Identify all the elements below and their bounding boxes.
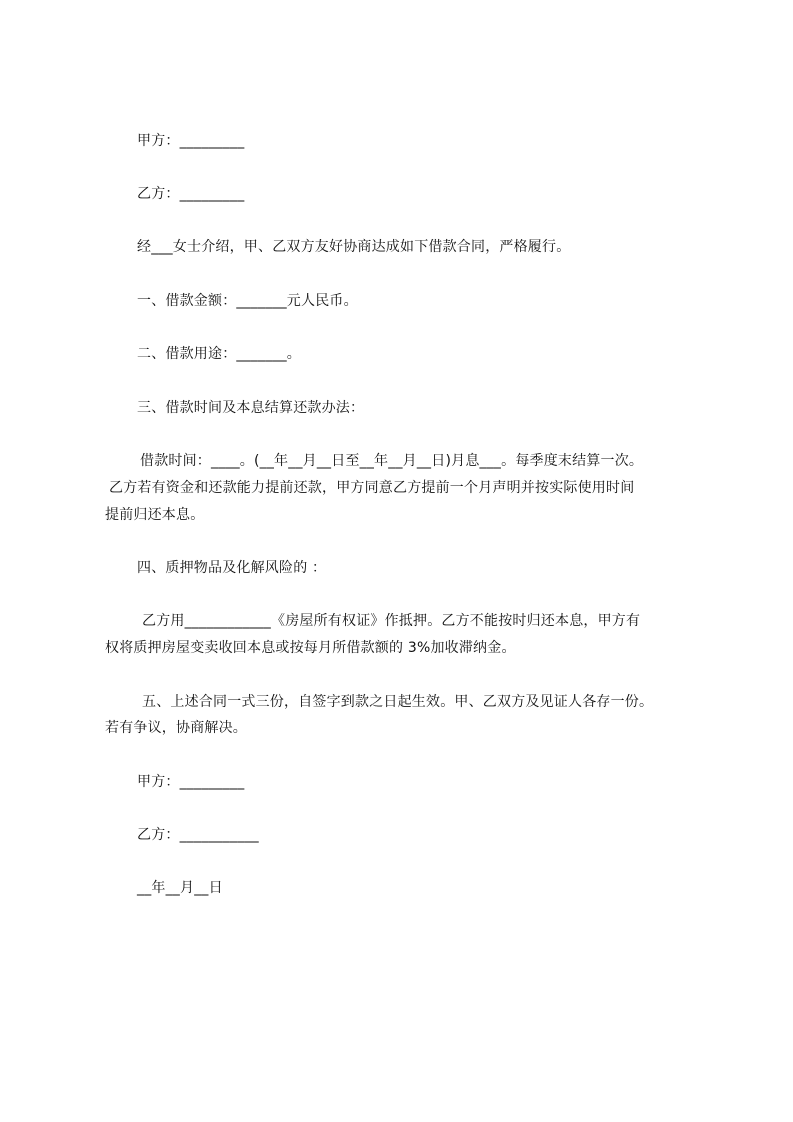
clause-collateral-line-2: 权将质押房屋变卖收回本息或按每月所借款额的 3%加收滞纳金。 [105, 640, 516, 656]
clause-collateral-line-1: 乙方用____________《房屋所有权证》作抵押。乙方不能按时归还本息，甲方有 [142, 613, 641, 629]
clause-collateral-title: 四、质押物品及化解风险的 ： [137, 560, 327, 576]
footer-party-b: 乙方：___________ [137, 827, 259, 843]
clause-settlement-line-3: 提前归还本息。 [105, 507, 205, 523]
clause-settlement-title: 三、借款时间及本息结算还款办法： [137, 400, 365, 416]
clause-effect-line-2: 若有争议，协商解决。 [105, 720, 247, 736]
clause-settlement-line-1: 借款时间：____。(__年__月__日至__年__月__日)月息___。每季度末结算一次。 [140, 453, 644, 469]
intro-paragraph: 经___女士介绍，甲、乙双方友好协商达成如下借款合同，严格履行。 [137, 239, 571, 255]
header-party-b: 乙方：_________ [137, 186, 245, 202]
clause-effect-line-1: 五、上述合同一式三份，自签字到款之日起生效。甲、乙双方及见证人各存一份。 [142, 694, 654, 710]
footer-date: __年__月__日 [137, 880, 223, 896]
clause-settlement-line-2: 乙方若有资金和还款能力提前还款，甲方同意乙方提前一个月声明并按实际使用时间 [109, 480, 635, 496]
clause-usage: 二、借款用途：_______。 [137, 346, 301, 362]
header-party-a: 甲方：_________ [137, 133, 245, 149]
footer-party-a: 甲方：_________ [137, 774, 245, 790]
clause-amount: 一、借款金额：_______元人民币。 [137, 293, 358, 309]
